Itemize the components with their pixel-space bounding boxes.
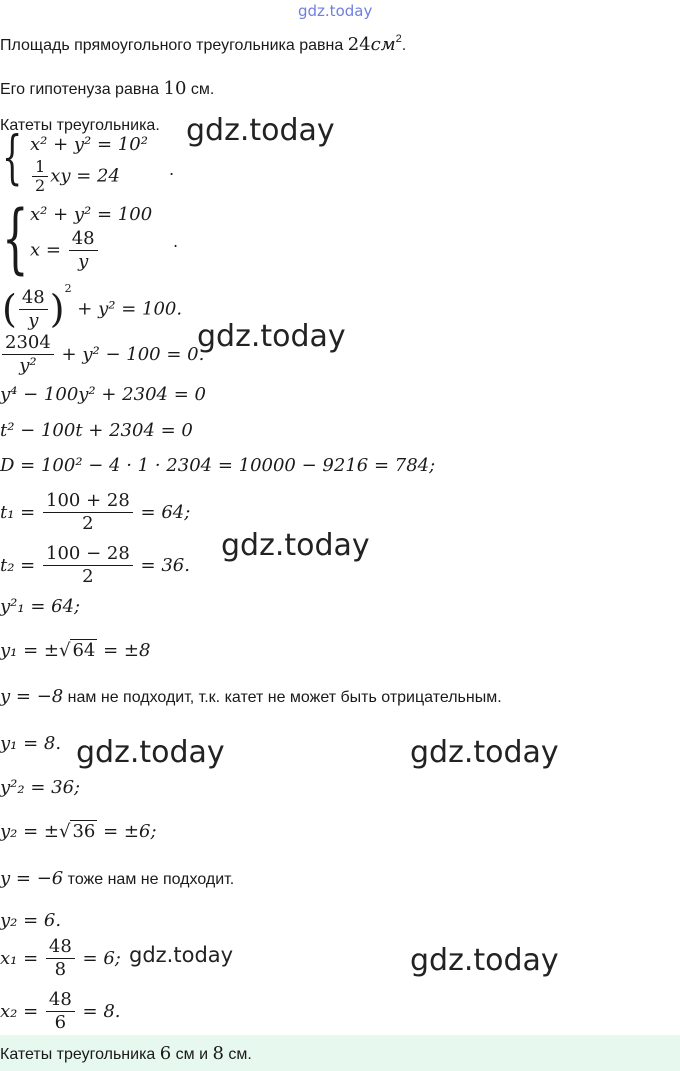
eq-discriminant: D = 100² − 4 · 1 · 2304 = 10000 − 9216 = 784; <box>0 455 436 476</box>
hyp-text: Его гипотенуза равна <box>0 81 160 98</box>
eq4-rest: + y² − 100 = 0. <box>61 344 205 365</box>
sys2-frac-den: y <box>78 251 89 272</box>
eq-t2 <box>0 543 190 588</box>
y2-rest: = ±6; <box>97 821 157 842</box>
eq-x2 <box>0 989 121 1034</box>
watermark: gdz.today <box>410 735 559 770</box>
eq-y2-value: y₂ = 6. <box>0 910 62 931</box>
system2-row2 <box>30 228 100 273</box>
sys2-frac-num: 48 <box>69 228 98 251</box>
x2-lhs: x₂ = <box>0 1001 39 1022</box>
eq3-den: y <box>28 309 39 331</box>
eq4-num: 2304 <box>2 332 54 355</box>
watermark: gdz.today <box>76 735 225 770</box>
eq-y1-squared: y²₁ = 64; <box>0 596 81 617</box>
answer-text1: Катеты треугольника <box>0 1046 160 1063</box>
watermark: gdz.today <box>186 113 335 148</box>
x1-rest: = 6; <box>82 948 121 969</box>
t1-lhs: t₁ = <box>0 502 36 523</box>
eq-y1-root: y₁ = ±√ 64 = ±8 <box>0 640 151 661</box>
eq-y2-root: y₂ = ±√ 36 = ±6; <box>0 821 157 842</box>
system1-row2 <box>30 158 120 195</box>
problem-line-area <box>0 33 406 55</box>
eq3-rest: + y² = 100. <box>77 298 183 320</box>
answer-m1: 6 <box>159 1043 172 1064</box>
problem-line-hypotenuse <box>0 78 214 99</box>
x1-num: 48 <box>46 936 75 959</box>
y1-rest: = ±8 <box>97 640 151 661</box>
watermark: gdz.today <box>197 319 346 354</box>
eq-substitution: ( $\frac{48}{y}$ )$^2$ + y² = 100. <box>2 282 183 331</box>
hyp-unit: см. <box>186 81 215 98</box>
eq-x1 <box>0 936 121 981</box>
eq4-den: y² <box>19 355 37 376</box>
watermark-top: gdz.today <box>298 2 373 20</box>
eq-y2-squared: y²₂ = 36; <box>0 777 81 798</box>
y2-radicand: 36 <box>72 821 96 842</box>
hyp-value: 10 <box>163 78 187 99</box>
t1-num: 100 + 28 <box>43 490 133 513</box>
answer-text2: см и <box>171 1046 213 1063</box>
eq-y1-value: y₁ = 8. <box>0 733 62 754</box>
y1-lhs: y₁ = ± <box>0 640 59 661</box>
x1-lhs: x₁ = <box>0 948 39 969</box>
neg6-math: y = −6 <box>0 868 64 889</box>
watermark: gdz.today <box>410 943 559 978</box>
eq3-num: 48 <box>19 287 48 310</box>
y2-lhs: y₂ = ± <box>0 821 59 842</box>
y1-radicand: 64 <box>72 640 96 661</box>
system2-row1: x² + y² = 100 <box>30 204 153 225</box>
eq-quartic: y⁴ − 100y² + 2304 = 0 <box>0 384 206 405</box>
neg8-text: нам не подходит, т.к. катет не может быть отрицательным. <box>63 689 502 706</box>
system1-row1: x² + y² = 10² <box>30 134 148 155</box>
system1-dot: . <box>169 160 175 179</box>
neg6-text: тоже нам не подходит. <box>63 871 235 888</box>
t1-den: 2 <box>82 513 94 534</box>
t1-rest: = 64; <box>140 502 191 523</box>
eq-quadratic-t: t² − 100t + 2304 = 0 <box>0 420 193 441</box>
problem-line-legs: Катеты треугольника. <box>0 117 160 134</box>
sys1-frac-den: 2 <box>35 176 46 195</box>
answer-m2: 8 <box>212 1043 224 1064</box>
eq-expanded <box>0 332 204 377</box>
area-exp: 2 <box>395 33 402 45</box>
system1-brace: { <box>2 123 23 191</box>
answer-line <box>0 1043 252 1064</box>
area-unit: см <box>370 34 396 55</box>
x2-num: 48 <box>46 989 75 1012</box>
neg8-math: y = −8 <box>0 686 64 707</box>
t2-den: 2 <box>82 566 94 587</box>
eq3-exp: 2 <box>64 282 72 295</box>
area-end: . <box>401 37 407 54</box>
sys1-frac-num: 1 <box>32 158 48 177</box>
note-negative-6 <box>0 868 234 889</box>
area-value: 24 <box>347 34 371 55</box>
area-text: Площадь прямоугольного треугольника равна <box>0 37 344 54</box>
x1-den: 8 <box>54 959 67 980</box>
x2-rest: = 8. <box>82 1001 121 1022</box>
watermark: gdz.today <box>129 943 234 967</box>
system2-dot: . <box>173 232 179 251</box>
t2-lhs: t₂ = <box>0 555 36 576</box>
system2-brace: { <box>2 193 29 282</box>
t2-rest: = 36. <box>140 555 190 576</box>
sys1-row2-rest: xy = 24 <box>50 165 120 187</box>
eq-t1 <box>0 490 190 535</box>
watermark: gdz.today <box>221 528 370 563</box>
sys2-lhs: x = <box>30 239 61 261</box>
note-negative-8 <box>0 686 502 707</box>
x2-den: 6 <box>54 1012 67 1033</box>
answer-text3: см. <box>223 1046 252 1063</box>
t2-num: 100 − 28 <box>43 543 133 566</box>
